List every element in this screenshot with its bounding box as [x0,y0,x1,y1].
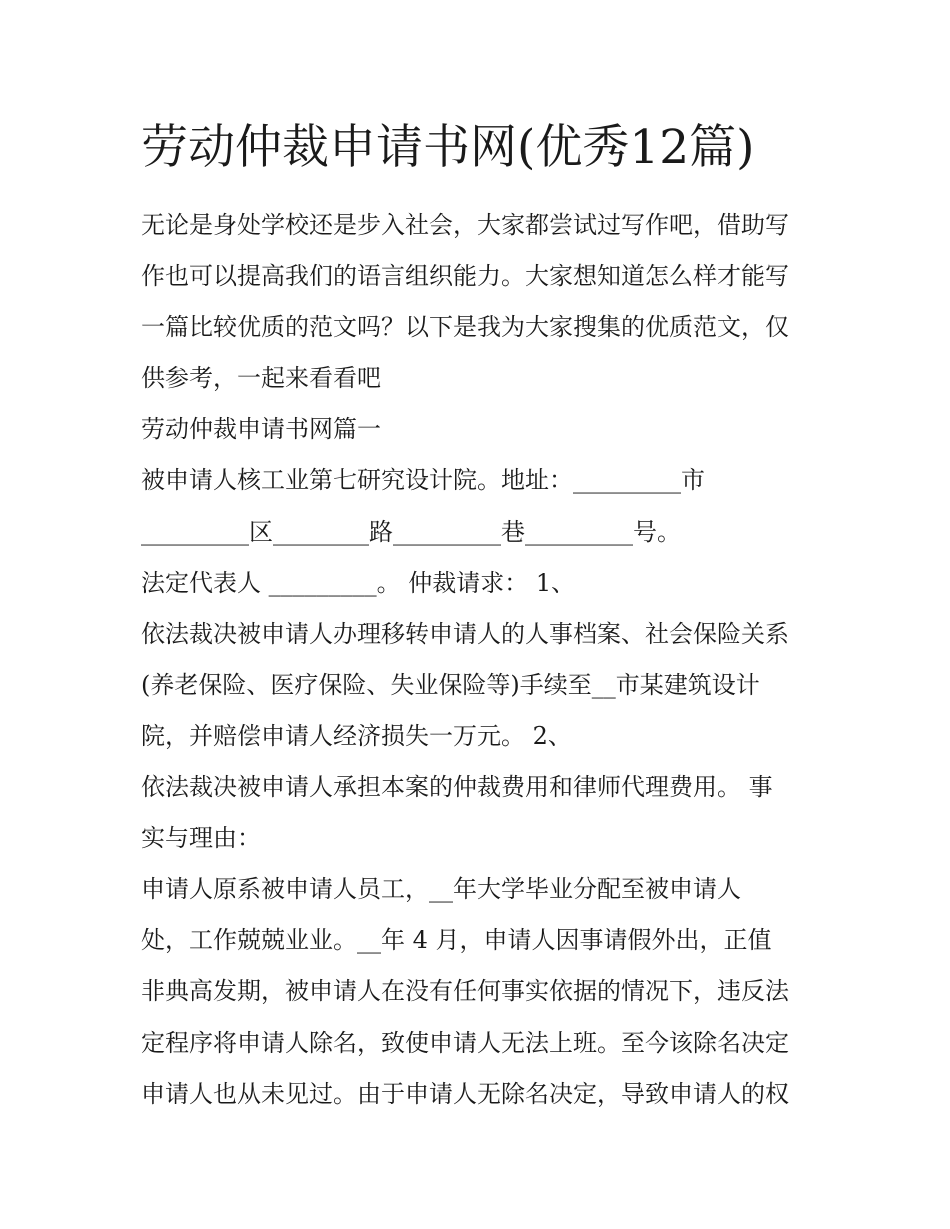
paragraph-line: _________区________路_________巷_________号。 [141,517,681,546]
paragraph-line: 无论是身处学校还是步入社会，大家都尝试过写作吧，借助写 [141,211,789,239]
document-body [141,200,821,1120]
paragraph-line: 非典高发期，被申请人在没有任何事实依据的情况下，违反法 [141,977,789,1006]
paragraph-line: 申请人也从未见过。由于申请人无除名决定，导致申请人的权 [141,1079,789,1108]
paragraph-line: (养老保险、医疗保险、失业保险等)手续至__市某建筑设计 [141,670,760,699]
paragraph-line: 申请人原系被申请人员工，__年大学毕业分配至被申请人 [141,875,741,904]
paragraph-line: 处，工作兢兢业业。__年 4 月，申请人因事请假外出，正值 [141,926,772,955]
paragraph-line: 被申请人核工业第七研究设计院。地址：_________市 [141,466,705,495]
paragraph-line: 院，并赔偿申请人经济损失一万元。 2、 [141,721,572,750]
section-heading: 劳动仲裁申请书网篇一 [141,415,381,444]
paragraph-line: 作也可以提高我们的语言组织能力。大家想知道怎么样才能写 [141,262,789,291]
paragraph-line: 供参考，一起来看看吧 [141,364,381,393]
document-title: 劳动仲裁申请书网(优秀12篇) [141,120,755,175]
paragraph-line: 实与理由： [141,824,261,853]
paragraph-line: 定程序将申请人除名，致使申请人无法上班。至今该除名决定 [141,1028,789,1057]
paragraph-line: 法定代表人 _________。 仲裁请求： 1、 [141,568,576,597]
paragraph-line: 一篇比较优质的范文吗？以下是我为大家搜集的优质范文，仅 [141,313,789,342]
paragraph-line: 依法裁决被申请人承担本案的仲裁费用和律师代理费用。 事 [141,773,773,802]
paragraph-line: 依法裁决被申请人办理移转申请人的人事档案、社会保险关系 [141,619,789,648]
